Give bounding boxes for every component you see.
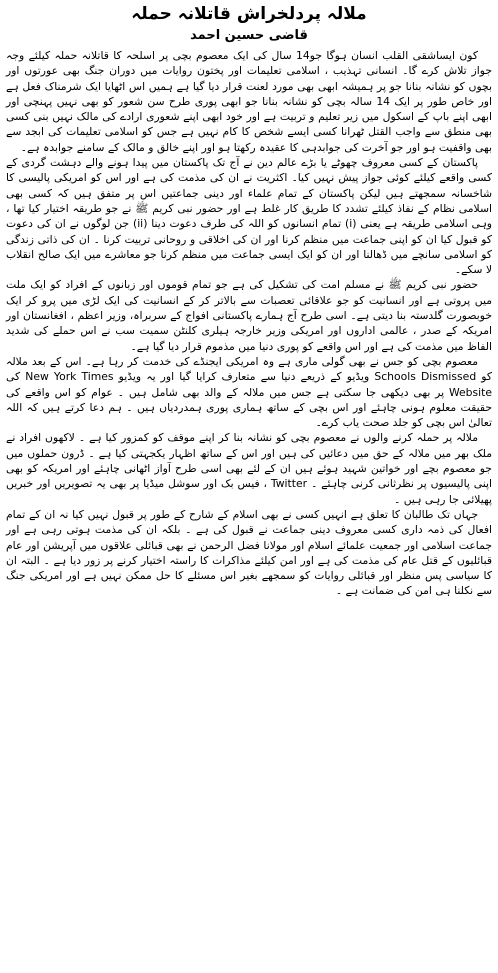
article-paragraph: معصوم بچی کو جس نے بھی گولی ماری ہے وہ امریکی ایجنڈے کی خدمت کر رہا ہے۔ اس کے بعد ملالہ کو Schools Dismissed ویڈیو کے ذریعے دنیا سے متعارف کرایا گیا اور یہ ویڈیو New York Times کی Website پر بھی دیکھی جا سکتی ہے جس میں ملالہ کے والد بھی شامل ہیں ۔ عوام کو اس واقعے کی حقیقت معلوم ہونی چاہئے اور اس بچی کے ساتھ ہماری پوری ہمدردیاں ہیں ۔ ہم دعا کرتے ہیں کہ اللہ تعالیٰ اس بچی کو جلد صحت یاب کرے۔ [6,354,493,430]
article-paragraph: کون ایساشقی القلب انسان ہوگا جو14 سال کی ایک معصوم بچی پر اسلحہ کا قاتلانہ حملہ کیلئے وجہ جواز تلاش کرے گا۔ انسانی تہذیب ، اسلامی تعلیمات اور پختون روایات میں دوران جنگ بھی عورتوں اور بچوں کو نشانہ بنانا جو پر ہمیشہ ابھی بھی مورد لعنت قرار دیا گیا ہے ہمیں اس اٹھایا ایک شرمناک فعل ہے اور خاص طور پر ایک 14 سالہ بچی کو نشانہ بنانا جو ابھی پوری طرح سن شعور کو بھی نہیں پہنچی اور ابھی اپنے باپ کے اسکول میں زیر تعلیم و تربیت ہے اور خود ابھی اپنے شعوری ارادے کی مالک نہیں بنی کسی بھی منطق سے واجب القتل ٹھرانا کسی ایسے شخص کا کام نہیں ہے جس کو اسلامی تعلیمات کی ابجد سے بھی واقفیت ہو اور جو آخرت کی جوابدہی کا عقیدہ رکھتا ہو اور اپنے خالق و مالک کے سامنے جوابدہ ہے۔ [6,49,493,154]
article-paragraph: جہاں تک طالبان کا تعلق ہے انہیں کسی نے بھی اسلام کے شارح کے طور پر قبول نہیں کیا نہ ان کے تمام افعال کی ذمہ داری کسی معروف دینی جماعت نے قبول کی ہے ۔ بلکہ ان کی مذمت ہوتی رہی ہے اور جماعت اسلامی اور جمعیت علمائے اسلام اور مولانا فضل الرحمن نے بھی قبائلی علاقوں میں آپریشن اور عام قبائلیوں کے قتل عام کی مذمت کی ہے اور امن کیلئے مذاکرات کا راستہ اختیار کرنے پر زور دیا ہے ۔ البتہ ان کا سیاسی پس منظر اور قبائلی روایات کو سمجھے بغیر اس مسئلے کا حل ممکن نہیں ہے اور امریکی جنگ سے نکلنا ہی امن کی ضمانت ہے ۔ [6,507,492,598]
article-title: ملالہ پردلخراش قاتلانہ حملہ [131,4,367,24]
article-body [6,48,492,599]
article-paragraph: حضور نبی کریم ﷺ نے مسلم امت کی تشکیل کی ہے جو تمام قوموں اور زبانوں کے افراد کو ایک ملت میں پروتی ہے اور انسانیت کو جو علاقائی تعصبات سے بالاتر کر کے انسانیت کی ایک لڑی میں پرو کر ایک خوبصورت گلدستہ بنا دیتی ہے۔ اسی طرح آج ہمارے پاکستانی افواج کے سربراہ، وزیر اعظم ، افغانستان اور امریکہ کے صدر ، عالمی اداروں اور امریکی وزیر خارجہ ہیلری کلنٹن سمیت سب نے اس حملے کی شدید الفاظ میں مذمت کی ہے اور اس واقعے کو پوری دنیا میں مذموم قرار دیا گیا ہے۔ [6,278,492,353]
article-paragraph: ملالہ پر حملہ کرنے والوں نے معصوم بچی کو نشانہ بنا کر اپنے موقف کو کمزور کیا ہے ۔ لاکھوں افراد نے ملک بھر میں ملالہ کے حق میں دعائیں کی ہیں اور اس کے ساتھ اظہار یکجہتی کیا ہے ۔ ڈرون حملوں میں جو معصوم بچے اور خواتین شہید ہوئے ہیں ان کے لئے بھی اسی طرح آواز اٹھانی چاہئے اور امریکہ کو بھی اپنی پالیسیوں پر نظرثانی کرنی چاہئے ۔ Twitter ، فیس بک اور سوشل میڈیا پر بھی یہ تصویریں اور خبریں پھیلائی جا رہی ہیں ۔ [6,431,492,506]
article-author: قاضی حسین احمد [190,28,308,43]
article-paragraph: پاکستان کے کسی معروف چھوٹے یا بڑے عالم دین نے آج تک پاکستان میں پیدا ہونے والے دہشت گردی کے کسی واقعے کیلئے کوئی جواز پیش نہیں کیا۔ اکثریت نے ان کی مذمت کی ہے اور اس کو امریکی پالیسی کا شاخسانہ سمجھتے ہیں لیکن پاکستان کے تمام علماء اور دینی جماعتیں اس پر متفق ہیں کہ کسی بھی اسلامی نظام کے نفاذ کیلئے تشدد کا طریق کار غلط ہے اور حضور نبی کریم ﷺ نے جو طریقہ اختیار کیا تھا ، وہی اسلامی طریقہ ہے یعنی (i) تمام انسانوں کو اللہ کی طرف دعوت دینا (ii) جن لوگوں نے ان کی دعوت کو قبول کیا ان کو اپنی جماعت میں منظم کرنا اور ان کی اخلاقی و روحانی تربیت کرنا ۔ ان کی ذاتی زندگی کو اسلامی سانچے میں ڈھالنا اور ان کو ایک ایسی جماعت میں منظم کرنا جو معاشرے میں ایک صالح انقلاب لا سکے۔ [6,156,492,277]
